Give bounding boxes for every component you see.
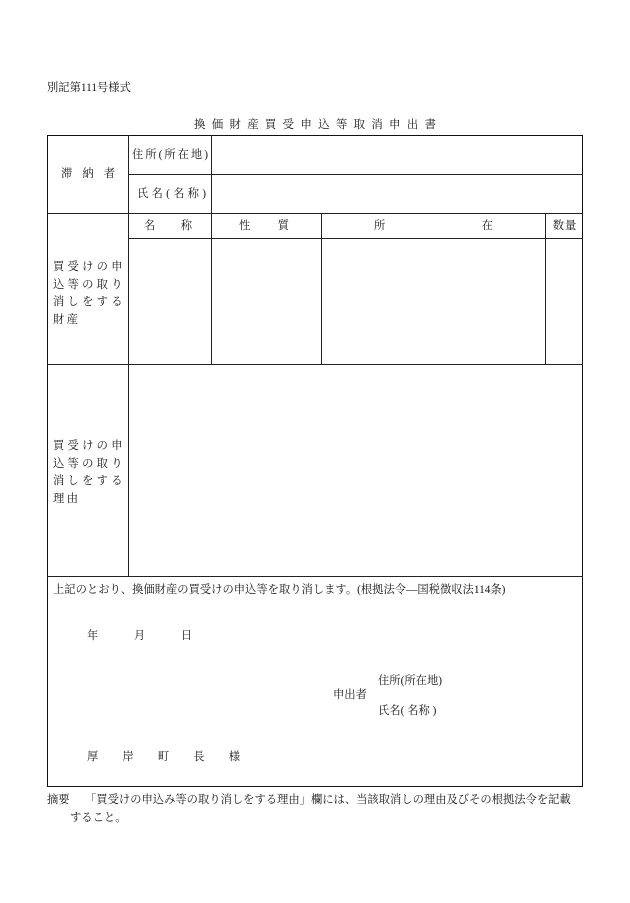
taxpayer-address-label-cell — [128, 135, 211, 174]
column-header-quantity — [545, 213, 583, 238]
applicant-label: 申出者 — [333, 689, 367, 701]
application-form-table — [47, 135, 583, 787]
note-label: 摘要 — [47, 794, 70, 806]
column-header-nature — [211, 213, 321, 238]
column-header-nature-label: 性 質 — [239, 219, 289, 232]
applicant-address-label: 住所(所在地) — [378, 675, 443, 687]
property-label: 買受けの申込等の取り消しをする財産 — [53, 261, 125, 326]
taxpayer-name-label-cell — [128, 174, 211, 213]
taxpayer-name-label: 氏名(名称) — [137, 187, 206, 200]
column-header-quantity-label: 数量 — [552, 219, 578, 232]
taxpayer-address-label: 住所(所在地) — [132, 148, 208, 161]
declaration-date: 年 月 日 — [87, 630, 192, 642]
taxpayer-label: 滞 納 者 — [61, 168, 115, 180]
property-nature-cell — [211, 238, 321, 364]
property-location-cell — [321, 238, 545, 364]
taxpayer-name-value-cell — [211, 174, 583, 213]
column-header-location — [321, 213, 545, 238]
applicant-name-label: 氏名( 名称 ) — [378, 705, 437, 717]
column-header-location-label: 所 在 — [374, 219, 493, 232]
addressee: 厚 岸 町 長 様 — [87, 751, 240, 763]
reason-label: 買受けの申込等の取り消しをする理由 — [53, 440, 125, 505]
form-number: 別記第111号様式 — [47, 82, 131, 94]
column-header-name-label: 名 称 — [144, 219, 192, 232]
taxpayer-address-value-cell — [211, 135, 583, 174]
reason-value-cell — [128, 364, 583, 576]
note-line-1: 「買受けの申込み等の取り消しをする理由」欄には、当該取消しの理由及びその根拠法令を記載 — [85, 794, 571, 806]
form-title: 換 価 財 産 買 受 申 込 等 取 消 申 出 書 — [194, 119, 436, 131]
column-header-name — [128, 213, 211, 238]
taxpayer-label-cell — [47, 135, 128, 213]
note-line-2: すること。 — [70, 812, 127, 824]
property-quantity-cell — [545, 238, 583, 364]
declaration-statement: 上記のとおり、換価財産の買受けの申込等を取り消します。(根拠法令―国税徴収法114条) — [53, 584, 506, 596]
table-divider — [47, 576, 583, 577]
property-name-cell — [128, 238, 211, 364]
